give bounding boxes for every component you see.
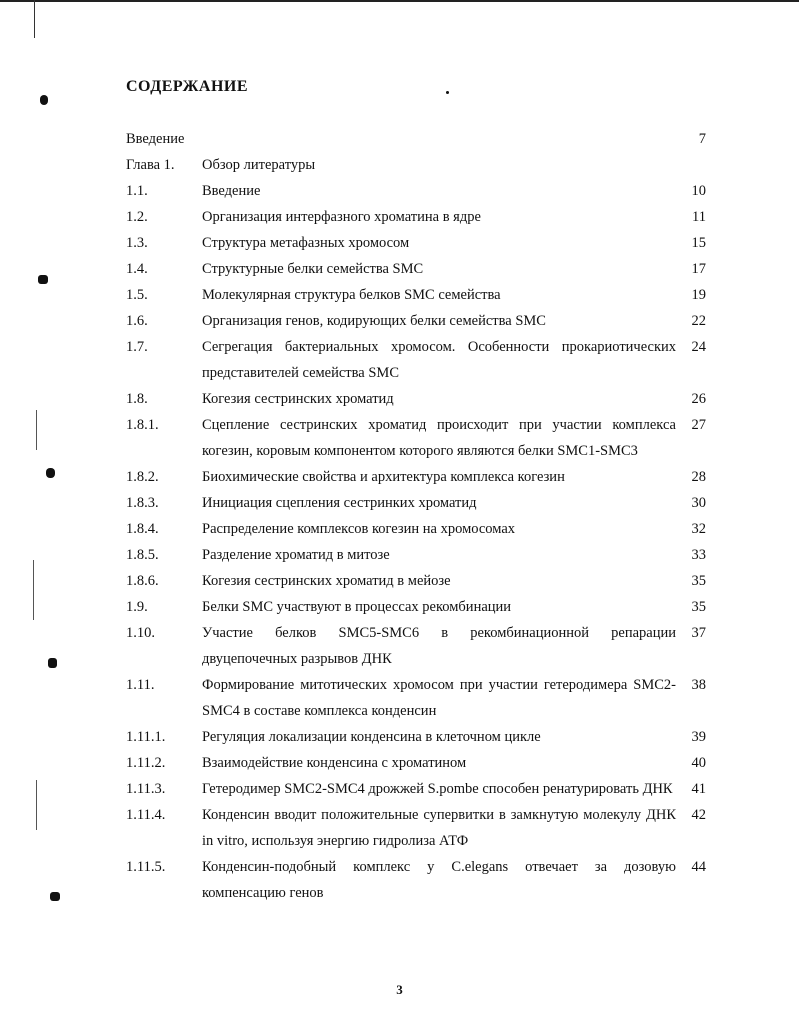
toc-entry-number: 1.6. xyxy=(126,313,148,329)
toc-entry-page: 40 xyxy=(691,755,706,771)
toc-entry-page: 27 xyxy=(691,417,706,433)
toc-entry-number: 1.9. xyxy=(126,599,148,615)
toc-entry-title: Структура метафазных хромосом xyxy=(202,235,410,251)
toc-entry-number: 1.11.1. xyxy=(126,729,166,745)
toc-entry xyxy=(126,568,706,594)
toc-entry xyxy=(126,386,706,412)
scan-edge-mark xyxy=(33,560,34,620)
toc-entry xyxy=(126,308,706,334)
toc-entry-title: Сегрегация бактериальных хромосом. Особенности прокариотических представителей семейства SMC xyxy=(202,339,676,381)
toc-entry-page: 37 xyxy=(691,625,706,641)
toc-entry-number: 1.8. xyxy=(126,391,148,407)
table-of-contents xyxy=(126,126,706,906)
toc-entry-number: 1.7. xyxy=(126,339,148,355)
toc-entry xyxy=(126,776,706,802)
scan-left-rule xyxy=(34,0,35,38)
toc-entry-page: 17 xyxy=(691,261,706,277)
toc-entry xyxy=(126,204,706,230)
scan-top-rule xyxy=(0,0,799,2)
toc-entry-title: Формирование митотических хромосом при участии гетеродимера SMC2-SMC4 в составе комплекса конденсин xyxy=(202,677,676,719)
toc-entry-title: Конденсин-подобный комплекс у C.elegans отвечает за дозовую компенсацию генов xyxy=(202,859,676,901)
toc-entry-page: 38 xyxy=(691,677,706,693)
toc-entry-title: Обзор литературы xyxy=(202,157,316,173)
toc-entry xyxy=(126,724,706,750)
toc-entry xyxy=(126,620,706,672)
scan-edge-mark xyxy=(36,410,37,450)
toc-entry xyxy=(126,282,706,308)
toc-entry xyxy=(126,542,706,568)
toc-entry-title: Введение xyxy=(202,183,261,199)
toc-entry-number: 1.10. xyxy=(126,625,155,641)
toc-entry-title: Гетеродимер SMC2-SMC4 дрожжей S.pombe способен ренатурировать ДНК xyxy=(202,781,673,797)
toc-entry-page: 19 xyxy=(691,287,706,303)
toc-entry-page: 24 xyxy=(691,339,706,355)
toc-entry-page: 15 xyxy=(691,235,706,251)
toc-entry-number: 1.8.1. xyxy=(126,417,159,433)
toc-entry-number: Глава 1. xyxy=(126,157,175,173)
toc-entry-page: 41 xyxy=(691,781,706,797)
scan-speck xyxy=(46,468,55,478)
toc-entry xyxy=(126,230,706,256)
toc-entry xyxy=(126,854,706,906)
toc-entry-page: 22 xyxy=(691,313,706,329)
toc-entry-title: Конденсин вводит положительные супервитки в замкнутую молекулу ДНК in vitro, используя энергию гидролиза АТФ xyxy=(202,807,676,849)
toc-entry-page: 44 xyxy=(691,859,706,875)
toc-entry xyxy=(126,412,706,464)
toc-entry-title: Взаимодействие конденсина с хроматином xyxy=(202,755,467,771)
toc-entry-number: 1.11. xyxy=(126,677,155,693)
toc-entry-number: 1.11.4. xyxy=(126,807,166,823)
toc-entry-title: Молекулярная структура белков SMC семейства xyxy=(202,287,501,303)
toc-entry-number: 1.8.3. xyxy=(126,495,159,511)
toc-entry-number: 1.8.4. xyxy=(126,521,159,537)
page-number: 3 xyxy=(396,982,403,997)
toc-entry xyxy=(126,594,706,620)
toc-entry-page: 35 xyxy=(691,573,706,589)
toc-entry xyxy=(126,490,706,516)
toc-entry-number: 1.1. xyxy=(126,183,148,199)
toc-entry-page: 11 xyxy=(692,209,706,225)
scan-edge-mark xyxy=(36,780,37,830)
scan-speck xyxy=(48,658,57,668)
toc-entry-title: Сцепление сестринских хроматид происходит при участии комплекса когезин, коровым компонентом которого являются белки SMC1-SMC3 xyxy=(202,417,676,459)
toc-entry xyxy=(126,334,706,386)
toc-entry-number: 1.8.2. xyxy=(126,469,159,485)
toc-entry-title: Участие белков SMC5-SMC6 в рекомбинационной репарации двуцепочечных разрывов ДНК xyxy=(202,625,676,667)
toc-entry xyxy=(126,178,706,204)
toc-entry xyxy=(126,516,706,542)
toc-entry-number: 1.4. xyxy=(126,261,148,277)
toc-entry-page: 35 xyxy=(691,599,706,615)
toc-entry-title: Организация генов, кодирующих белки семейства SMC xyxy=(202,313,546,329)
toc-entry-page: 10 xyxy=(691,183,706,199)
scan-speck xyxy=(50,892,60,901)
toc-entry xyxy=(126,750,706,776)
toc-entry-page: 7 xyxy=(698,131,706,147)
toc-entry-page: 28 xyxy=(691,469,706,485)
toc-entry xyxy=(126,152,706,178)
scan-speck xyxy=(446,91,449,94)
toc-entry-page: 32 xyxy=(691,521,706,537)
toc-entry-title: Распределение комплексов когезин на хромосомах xyxy=(202,521,516,537)
toc-entry-number: 1.8.5. xyxy=(126,547,159,563)
toc-entry-title: Белки SMC участвуют в процессах рекомбинации xyxy=(202,599,512,615)
toc-entry-title: Введение xyxy=(126,131,185,147)
toc-entry-number: 1.11.3. xyxy=(126,781,166,797)
toc-entry xyxy=(126,256,706,282)
toc-entry-title: Регуляция локализации конденсина в клеточном цикле xyxy=(202,729,541,745)
toc-entry xyxy=(126,672,706,724)
toc-entry-title: Разделение хроматид в митозе xyxy=(202,547,390,563)
toc-entry-number: 1.11.2. xyxy=(126,755,166,771)
toc-entry-number: 1.5. xyxy=(126,287,148,303)
toc-entry-number: 1.11.5. xyxy=(126,859,166,875)
toc-entry-number: 1.8.6. xyxy=(126,573,159,589)
toc-entry-title: Биохимические свойства и архитектура комплекса когезин xyxy=(202,469,565,485)
toc-entry-title: Когезия сестринских хроматид в мейозе xyxy=(202,573,451,589)
toc-entry xyxy=(126,464,706,490)
page-title: СОДЕРЖАНИЕ xyxy=(126,78,249,95)
toc-entry-page: 42 xyxy=(691,807,706,823)
toc-entry xyxy=(126,126,706,152)
scan-speck xyxy=(38,275,48,284)
toc-entry-title: Инициация сцепления сестринких хроматид xyxy=(202,495,477,511)
toc-entry-page: 33 xyxy=(691,547,706,563)
toc-entry-page: 39 xyxy=(691,729,706,745)
scan-speck xyxy=(40,95,48,105)
toc-entry-title: Когезия сестринских хроматид xyxy=(202,391,394,407)
toc-entry-title: Организация интерфазного хроматина в ядре xyxy=(202,209,481,225)
toc-entry-page: 30 xyxy=(691,495,706,511)
toc-entry xyxy=(126,802,706,854)
toc-entry-number: 1.3. xyxy=(126,235,148,251)
toc-entry-number: 1.2. xyxy=(126,209,148,225)
toc-entry-page: 26 xyxy=(691,391,706,407)
toc-entry-title: Структурные белки семейства SMC xyxy=(202,261,424,277)
